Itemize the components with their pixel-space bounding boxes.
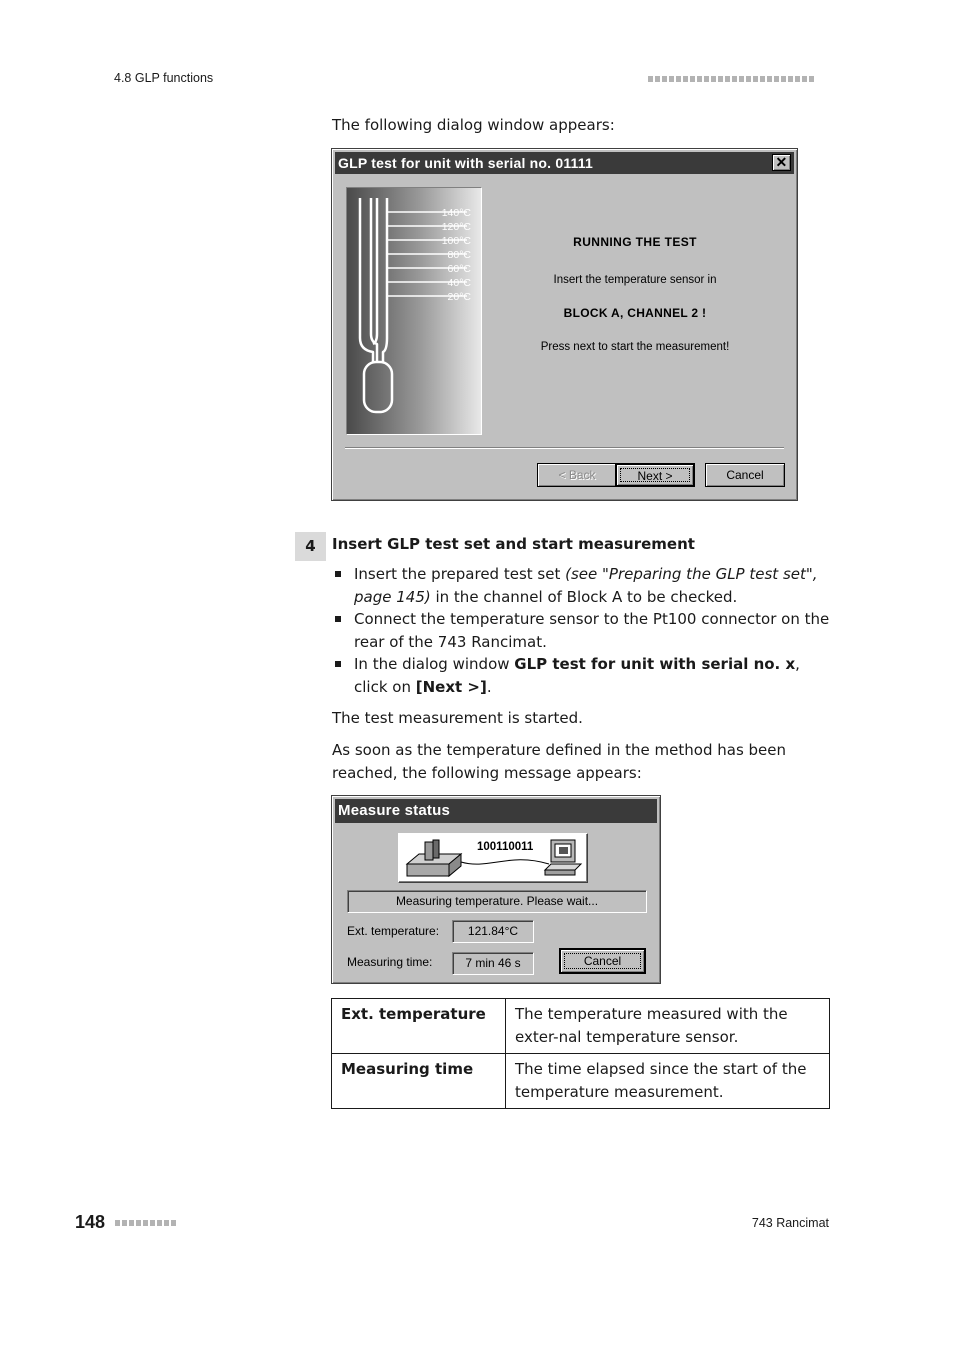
cancel-button[interactable]: Cancel [705,463,785,487]
term-ext-temperature: Ext. temperature [332,999,506,1054]
rancimat-device-icon [407,840,461,876]
glp-dialog-titlebar [335,152,794,174]
footer-dots-decoration [115,1220,176,1226]
thermometer-illustration [346,187,482,435]
temp-20: 20°C [447,291,471,303]
product-name: 743 Rancimat [751,1216,829,1230]
temp-80: 80°C [447,249,471,261]
status-message: Measuring temperature. Please wait... [347,890,647,913]
temp-40: 40°C [447,277,471,289]
device-code: 100110011 [477,841,534,853]
glp-dialog-title: GLP test for unit with serial no. 01111 [338,155,593,171]
paragraph-test-started: The test measurement is started. [332,709,583,727]
temp-120: 120°C [441,221,471,233]
instruction-line-3: Press next to start the measurement! [540,341,730,353]
glp-test-dialog [331,148,798,501]
cable-icon [461,860,549,864]
desc-measuring-time: The time elapsed since the start of the temperature measurement. [506,1054,830,1109]
ext-temperature-label: Ext. temperature: [347,924,440,938]
paragraph-message-appears: As soon as the temperature defined in the method has been reached, the following message appears: [332,741,787,782]
measure-status-dialog [331,795,661,984]
temp-100: 100°C [441,235,471,247]
bullet-insert-test-set: Insert the prepared test set (see "Preparing the GLP test set", page 145) in the channel of Block A to be checked. [332,563,832,608]
back-button[interactable]: < Back [537,463,617,487]
computer-icon [545,840,581,875]
measuring-time-value: 7 min 46 s [452,952,534,975]
measure-dialog-titlebar [335,799,657,823]
bullet-click-next: In the dialog window GLP test for unit with serial no. x, click on [Next >]. [332,653,832,698]
bullet-connect-sensor: Connect the temperature sensor to the Pt100 connector on the rear of the 743 Rancimat. [332,608,832,653]
running-test-heading: RUNNING THE TEST [573,235,697,249]
close-icon[interactable]: ✕ [772,154,791,171]
desc-ext-temperature: The temperature measured with the exter-nal temperature sensor. [506,999,830,1054]
section-header: 4.8 GLP functions [114,71,214,85]
page-reference-link[interactable]: (see "Preparing the GLP test set", page 145) [354,565,818,606]
temp-60: 60°C [447,263,471,275]
measure-cancel-button[interactable] [559,948,646,974]
step-number: 4 [295,532,326,561]
next-button-label: Next > [637,469,673,483]
instruction-line-1: Insert the temperature sensor in [553,274,717,286]
device-illustration [398,833,588,883]
temp-140: 140°C [441,207,471,219]
term-measuring-time: Measuring time [332,1054,506,1109]
dialog-separator [345,447,784,449]
next-button[interactable] [615,463,695,487]
intro-text: The following dialog window appears: [332,116,615,134]
ext-temperature-value: 121.84°C [452,920,534,943]
measure-cancel-label: Cancel [583,954,622,968]
table-row [332,999,830,1054]
page-number: 148 [75,1212,106,1232]
measure-dialog-title: Measure status [338,802,451,819]
table-row [332,1054,830,1109]
instruction-block-channel: BLOCK A, CHANNEL 2 ! [563,306,707,320]
header-dots-decoration [648,76,814,82]
step-title: Insert GLP test set and start measurement [332,535,695,553]
measuring-time-label: Measuring time: [347,955,433,969]
definitions-table [331,998,830,1109]
step-bullets [332,563,832,698]
